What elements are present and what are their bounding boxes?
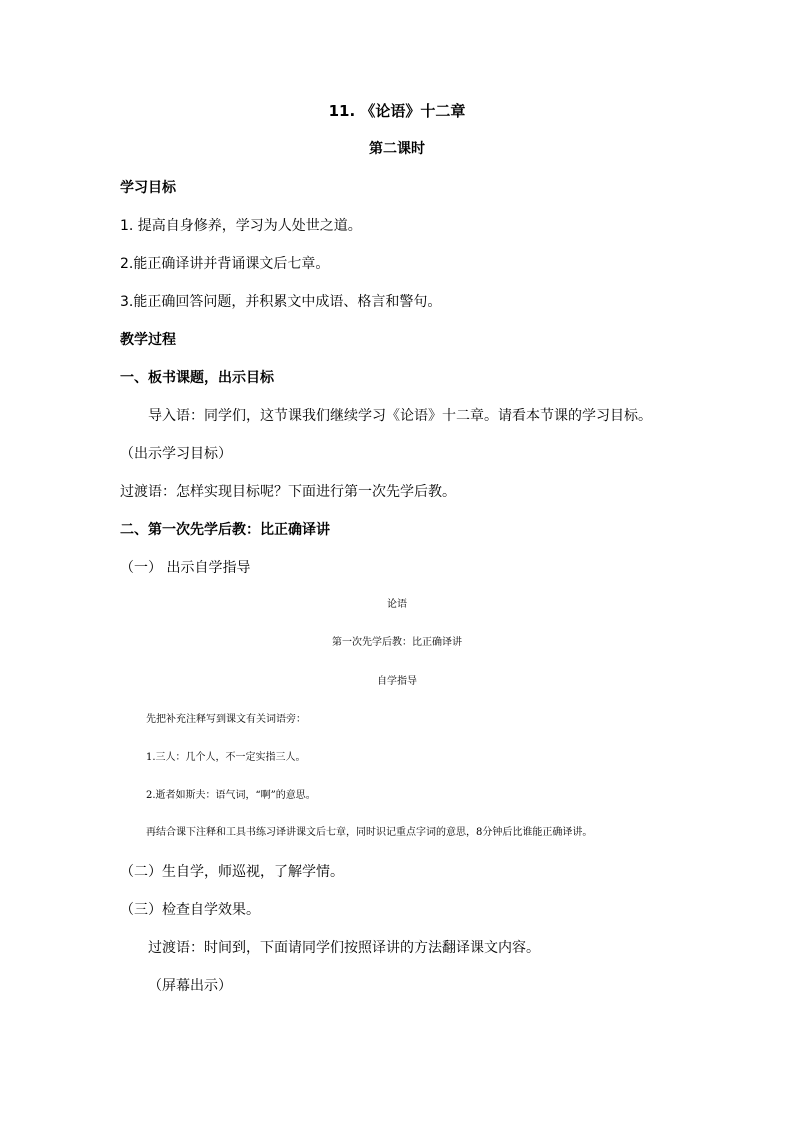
- screen-line-1: 先把补充注释写到课文有关词语旁：: [146, 714, 306, 725]
- goal-item-1: 1. 提高自身修养，学习为人处世之道。: [120, 218, 362, 234]
- screen-heading: 自学指导: [377, 676, 417, 687]
- goal-item-3: 3.能正确回答问题，并积累文中成语、格言和警句。: [120, 294, 442, 310]
- step2-sub2: （二）生自学，师巡视，了解学情。: [120, 864, 344, 880]
- step2-note: （屏幕出示）: [148, 978, 232, 994]
- goals-heading: 学习目标: [120, 180, 176, 196]
- screen-line-3: 2.逝者如斯夫：语气词，“啊”的意思。: [146, 790, 316, 801]
- document-title: 11. 《论语》十二章: [328, 102, 466, 120]
- step1-intro: 导入语：同学们，这节课我们继续学习《论语》十二章。请看本节课的学习目标。: [148, 408, 652, 424]
- step1-transition: 过渡语：怎样实现目标呢？下面进行第一次先学后教。: [120, 484, 456, 500]
- process-heading: 教学过程: [120, 332, 176, 348]
- screen-title: 论语: [387, 599, 407, 610]
- step2-sub1: （一） 出示自学指导: [120, 560, 251, 576]
- document-subtitle: 第二课时: [369, 141, 425, 157]
- step1-heading: 一、板书课题，出示目标: [120, 370, 274, 386]
- screen-line-2: 1.三人：几个人，不一定实指三人。: [146, 752, 306, 763]
- step2-transition: 过渡语：时间到，下面请同学们按照译讲的方法翻译课文内容。: [148, 940, 540, 956]
- screen-subtitle: 第一次先学后教：比正确译讲: [332, 637, 462, 648]
- step2-heading: 二、第一次先学后教：比正确译讲: [120, 522, 330, 538]
- screen-line-4: 再结合课下注释和工具书练习译讲课文后七章，同时识记重点字词的意思，8分钟后比谁能正确译讲。: [146, 827, 593, 838]
- goal-item-2: 2.能正确译讲并背诵课文后七章。: [120, 256, 330, 272]
- step2-sub3: （三）检查自学效果。: [120, 902, 260, 918]
- step1-note: （出示学习目标）: [120, 446, 232, 462]
